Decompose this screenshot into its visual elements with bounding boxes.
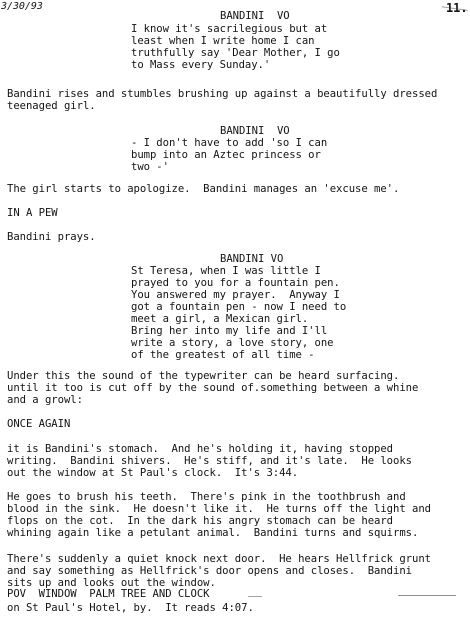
character-cue-2: BANDINI VO	[220, 125, 290, 137]
dialogue-line: meet a girl, a Mexican girl.	[131, 313, 309, 325]
dialogue-line: - I don't have to add 'so I can	[131, 137, 328, 149]
dialogue-line: You answered my prayer. Anyway I	[131, 289, 340, 301]
dialogue-line: Bring her into my life and I'll	[131, 325, 328, 337]
action-line: it is Bandini's stomach. And he's holding it, having stopped	[7, 443, 394, 455]
action-line: There's suddenly a quiet knock next door. He hears Hellfrick grunt	[7, 553, 431, 565]
action-line: blood in the sink. He doesn't like it. He turns off the light and	[7, 503, 431, 515]
pen-mark	[248, 596, 262, 597]
action-line: Bandini prays.	[7, 231, 96, 243]
dialogue-line: got a fountain pen - now I need to	[131, 301, 347, 313]
action-line: whining again like a petulant animal. Bandini turns and squirms.	[7, 527, 419, 539]
dialogue-line: I know it's sacrilegious but at	[131, 23, 328, 35]
dialogue-line: prayed to you for a fountain pen.	[131, 277, 340, 289]
character-cue-1: BANDINI VO	[220, 10, 290, 22]
dialogue-line: two -'	[131, 161, 169, 173]
action-line: flops on the cot. In the dark his angry stomach can be heard	[7, 515, 394, 527]
dialogue-line: truthfully say 'Dear Mother, I go	[131, 47, 340, 59]
action-line: sits up and looks out the window.	[7, 577, 216, 589]
action-line: writing. Bandini shivers. He's stiff, and it's late. He looks	[7, 455, 412, 467]
dialogue-line: to Mass every Sunday.'	[131, 59, 271, 71]
dialogue-line: least when I write home I can	[131, 35, 315, 47]
action-line: Bandini rises and stumbles brushing up against a beautifully dressed	[7, 88, 438, 100]
scene-heading: ONCE AGAIN	[7, 418, 71, 430]
page-number-underline-mark	[440, 6, 467, 21]
action-line: teenaged girl.	[7, 100, 96, 112]
action-line: until it too is cut off by the sound of.something between a whine	[7, 382, 419, 394]
draft-date: 3/30/93	[1, 1, 43, 12]
action-line: The girl starts to apologize. Bandini manages an 'excuse me'.	[7, 183, 400, 195]
page-number: 11.	[446, 1, 468, 15]
dialogue-line: of the greatest of all time -	[131, 349, 315, 361]
action-line: and say something as Hellfrick's door opens and closes. Bandini	[7, 565, 412, 577]
action-line: and a growl:	[7, 394, 83, 406]
dialogue-line: bump into an Aztec princess or	[131, 149, 321, 161]
action-line: He goes to brush his teeth. There's pink in the toothbrush and	[7, 491, 406, 503]
action-line: Under this the sound of the typewriter can be heard surfacing.	[7, 370, 400, 382]
scene-heading: POV WINDOW PALM TREE AND CLOCK	[7, 588, 210, 600]
dialogue-line: St Teresa, when I was little I	[131, 265, 321, 277]
action-line: out the window at St Paul's clock. It's 3:44.	[7, 467, 299, 479]
action-line: on St Paul's Hotel, by. It reads 4:07.	[7, 602, 254, 614]
pen-mark	[398, 595, 456, 596]
scene-heading: IN A PEW	[7, 207, 58, 219]
dialogue-line: write a story, a love story, one	[131, 337, 334, 349]
character-cue-3: BANDINI VO	[220, 253, 284, 265]
